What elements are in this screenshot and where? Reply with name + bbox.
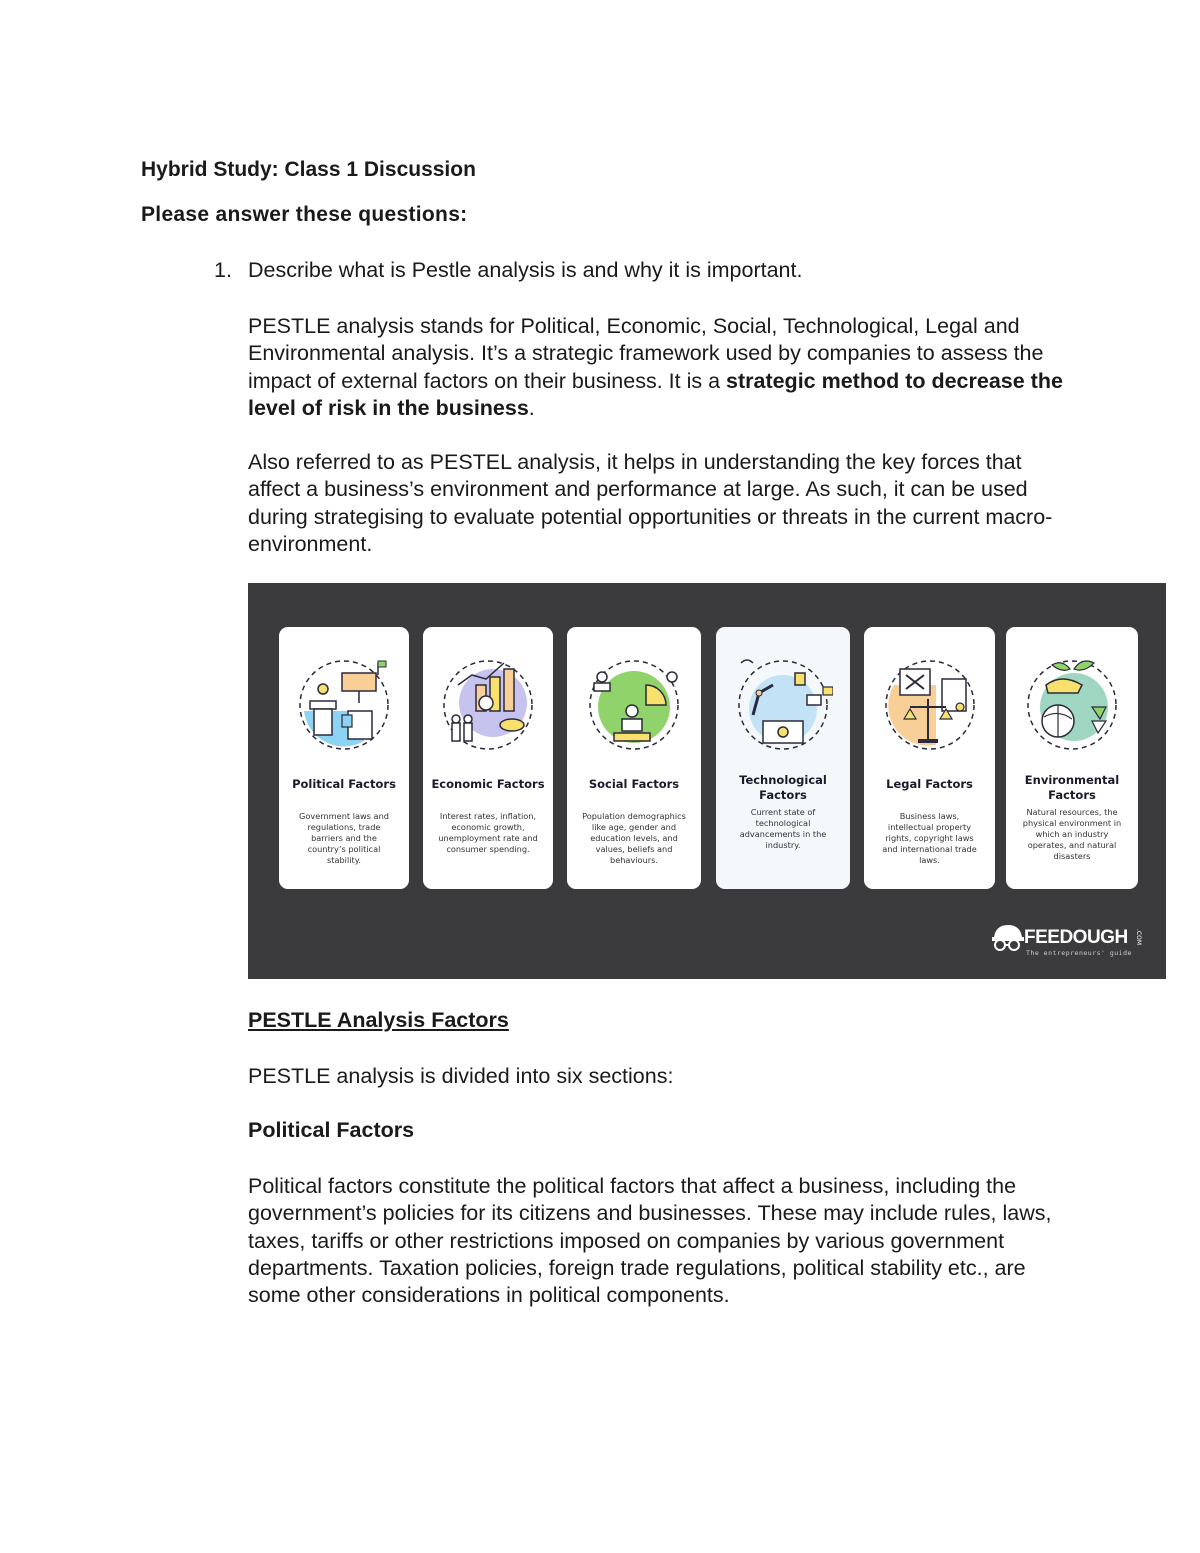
card-political-title: Political Factors (292, 777, 396, 791)
political-heading: Political Factors (248, 1118, 415, 1142)
question-text: Describe what is Pestle analysis is and why it is important. (248, 258, 803, 282)
feedough-mascot-icon (990, 923, 1024, 953)
logo-tagline: The entrepreneurs' guide (1026, 949, 1132, 957)
robot-arm-icon (733, 655, 833, 755)
card-technological (716, 627, 850, 889)
section-intro: PESTLE analysis is divided into six sections: (248, 1064, 674, 1088)
card-legal-title: Legal Factors (886, 777, 973, 791)
paragraph-pestle-definition (248, 313, 1078, 422)
paragraph-pestle-definition-bold: strategic method to decrease the level of risk in the business (248, 368, 1063, 420)
card-political (279, 627, 409, 889)
logo-wordmark: FEEDOUGH (1024, 927, 1128, 948)
card-social-title: Social Factors (588, 777, 680, 791)
section-heading: PESTLE Analysis Factors (248, 1008, 509, 1032)
pestle-infographic (248, 583, 1166, 979)
card-technological-desc: Current state of technological advancements in the industry. (739, 807, 827, 850)
feedough-logo (990, 921, 1150, 961)
card-environmental-desc: Natural resources, the physical environment in which an industry operates, and natural disasters (1022, 807, 1122, 861)
paragraph-pestle-definition-end: . (528, 395, 535, 420)
card-social-desc: Population demographics like age, gender and education levels, and values, beliefs and behaviours. (582, 811, 686, 865)
podium-icon (294, 655, 394, 755)
scales-icon (880, 655, 980, 755)
card-economic-title: Economic Factors (431, 777, 545, 791)
card-social (567, 627, 701, 889)
document-title: Hybrid Study: Class 1 Discussion (141, 158, 476, 181)
question-number: 1. (214, 258, 232, 282)
card-legal-desc: Business laws, intellectual property rights, copyright laws and international trade laws. (882, 811, 977, 865)
logo-suffix: .COM (1135, 929, 1142, 945)
political-paragraph: Political factors constitute the political factors that affect a business, including the government’s policies for its citizens and businesses. These may include rules, laws, taxes, tariffs or other restrictions imposed on companies by various government departments. Taxation policies, foreign trade regulations, political stability etc., are some other considerations in political components. (248, 1174, 1052, 1308)
card-environmental-title: Environmental Factors (1024, 773, 1120, 802)
people-icon (584, 655, 684, 755)
card-economic-desc: Interest rates, inflation, economic growth, unemployment rate and consumer spending. (438, 811, 538, 854)
paragraph-pestel: Also referred to as PESTEL analysis, it helps in understanding the key forces that affect a business’s environment and performance at large. As such, it can be used during strategising to evaluate potential opportunities or threats in the current macro-environment. (248, 450, 1053, 556)
globe-icon (1022, 655, 1122, 755)
card-technological-title: Technological Factors (739, 773, 827, 802)
card-legal (864, 627, 995, 889)
card-political-desc: Government laws and regulations, trade barriers and the country’s political stability. (299, 811, 389, 865)
card-environmental (1006, 627, 1138, 889)
coins-icon (438, 655, 538, 755)
card-economic (423, 627, 553, 889)
paragraph-pestle-definition-text: PESTLE analysis stands for Political, Economic, Social, Technological, Legal and Environmental analysis. It’s a strategic framework used by companies to assess the impact of external factors on their business. It is a (248, 314, 1044, 393)
document-subtitle: Please answer these questions: (141, 203, 468, 226)
